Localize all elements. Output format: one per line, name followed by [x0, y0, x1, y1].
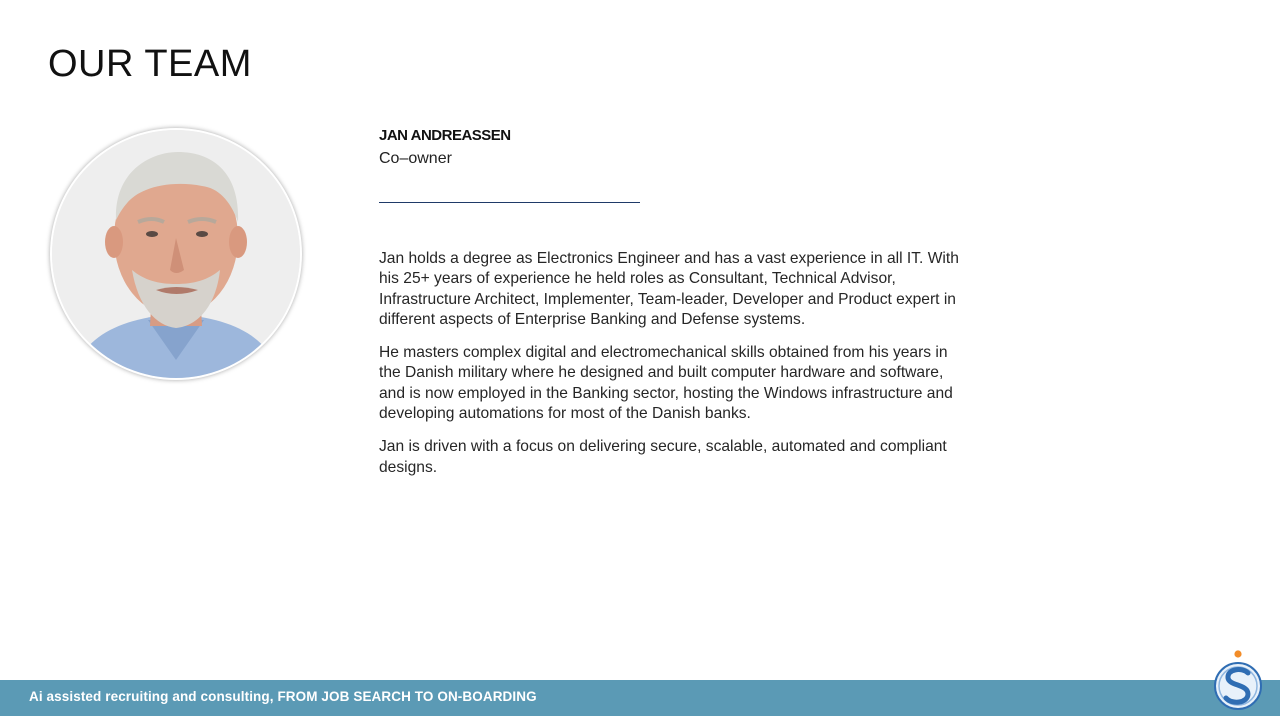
footer-tagline: Ai assisted recruiting and consulting, FROM JOB SEARCH TO ON-BOARDING	[29, 689, 537, 704]
name-divider	[379, 202, 640, 203]
company-logo	[1212, 648, 1264, 712]
member-name: JAN ANDREASSEN	[379, 127, 511, 144]
person-photo-icon	[52, 130, 300, 378]
company-s-logo-icon	[1212, 648, 1264, 712]
team-member-info	[379, 126, 959, 491]
bio-paragraph-2: He masters complex digital and electromechanical skills obtained from his years in the Danish military where he designed and built computer hardware and software, and is now employed in the Banking sector, hosting the Windows infrastructure and developing automations for most of the Danish banks.	[379, 344, 953, 423]
team-member-photo	[52, 130, 300, 378]
bio-paragraph-1: Jan holds a degree as Electronics Engineer and has a vast experience in all IT. With his 25+ years of experience he held roles as Consultant, Technical Advisor, Infrastructure Architect, Implementer, Team-leader, Developer and Product expert in different aspects of Enterprise Banking and Defense systems.	[379, 250, 959, 328]
member-bio	[379, 249, 959, 478]
page-title: OUR TEAM	[48, 43, 252, 85]
member-role: Co–owner	[379, 150, 452, 167]
footer-bar	[0, 680, 1280, 716]
bio-paragraph-3: Jan is driven with a focus on delivering secure, scalable, automated and compliant designs.	[379, 438, 947, 476]
